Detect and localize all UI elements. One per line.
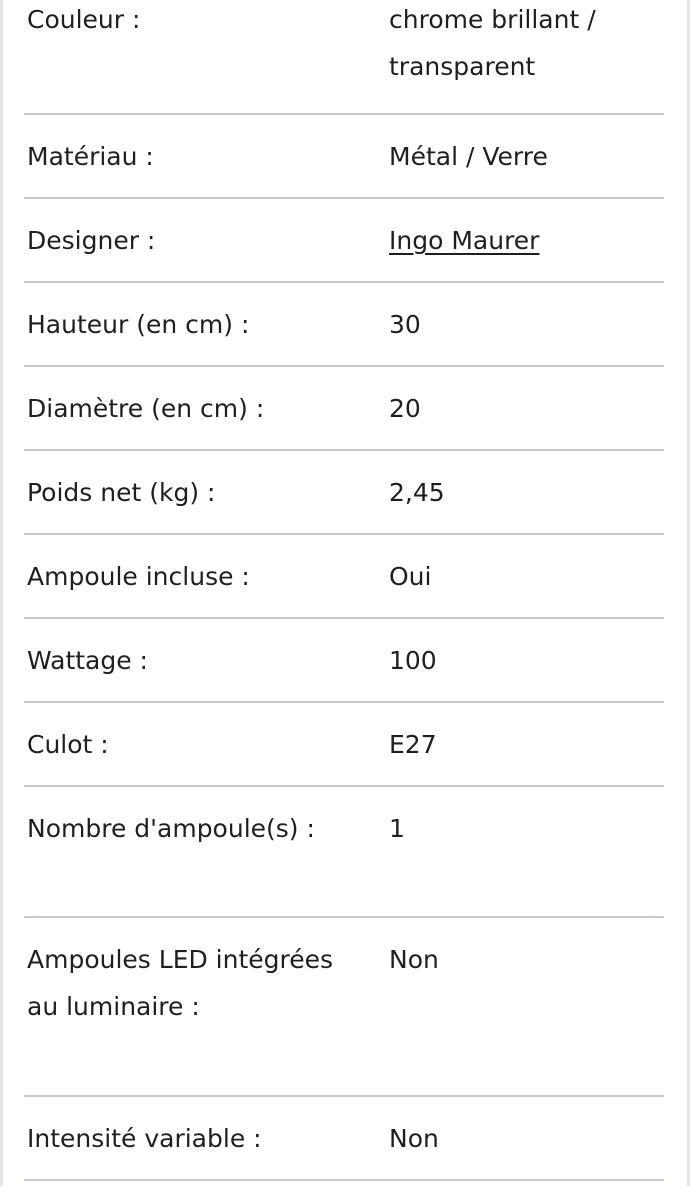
designer-link[interactable]: Ingo Maurer (389, 226, 540, 255)
spec-value: 2,45 (389, 478, 445, 507)
spec-value: Non (389, 945, 439, 974)
spec-row-culot (24, 703, 664, 787)
spec-row-ampoules-led (24, 918, 664, 1097)
spec-label: Couleur : (27, 5, 141, 34)
spec-label: Wattage : (27, 646, 148, 675)
spec-row-nombre-ampoules (24, 787, 664, 918)
spec-value (389, 217, 664, 264)
spec-label: Ampoule incluse : (27, 562, 250, 591)
spec-label: Designer : (27, 226, 156, 255)
spec-value: E27 (389, 730, 437, 759)
spec-label: Nombre d'ampoule(s) : (27, 814, 315, 843)
bottom-strip (0, 1186, 690, 1200)
spec-label: Matériau : (27, 142, 154, 171)
spec-value: Métal / Verre (389, 142, 548, 171)
spec-value: Oui (389, 562, 432, 591)
spec-label: Diamètre (en cm) : (27, 394, 265, 423)
spec-label: Hauteur (en cm) : (27, 310, 250, 339)
spec-value: 100 (389, 646, 437, 675)
spec-label: Poids net (kg) : (27, 478, 216, 507)
spec-value: Non (389, 1124, 439, 1153)
specifications-table (24, 0, 664, 1181)
spec-row-poids (24, 451, 664, 535)
spec-value: chrome brillant / transparent (389, 5, 596, 81)
spec-row-ampoule-incluse (24, 535, 664, 619)
spec-row-wattage (24, 619, 664, 703)
spec-row-hauteur (24, 283, 664, 367)
spec-label: Intensité variable : (27, 1124, 262, 1153)
spec-value: 1 (389, 814, 405, 843)
spec-row-diametre (24, 367, 664, 451)
spec-row-couleur (24, 0, 664, 115)
spec-row-designer (24, 199, 664, 283)
spec-value: 20 (389, 394, 421, 423)
spec-row-materiau (24, 115, 664, 199)
spec-label: Culot : (27, 730, 109, 759)
spec-row-intensite-variable (24, 1097, 664, 1181)
spec-value: 30 (389, 310, 421, 339)
spec-label: Ampoules LED intégrées au luminaire : (27, 945, 334, 1021)
left-edge (0, 0, 3, 1200)
